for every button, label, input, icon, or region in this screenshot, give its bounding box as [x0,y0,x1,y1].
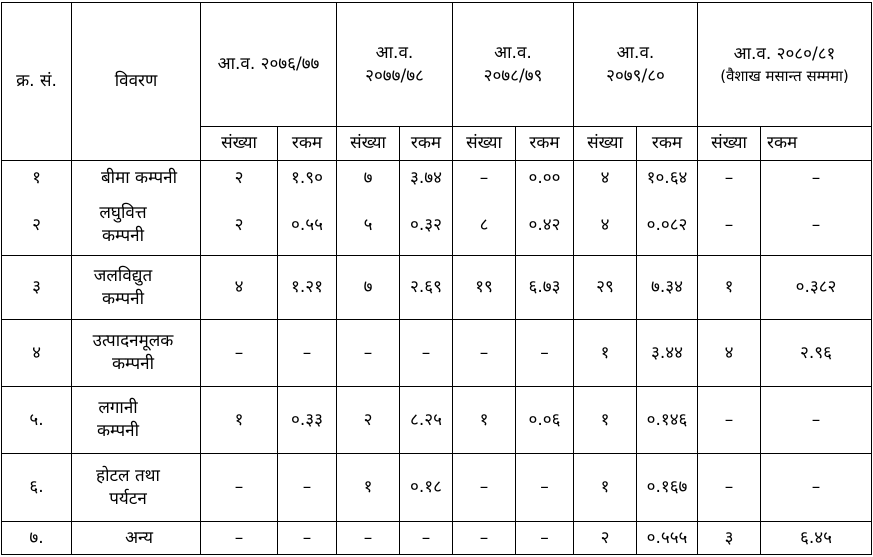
cell-count: ४ [574,161,637,196]
cell-amount: – [761,387,872,454]
cell-amount: ०.०६ [516,387,574,454]
cell-amount: ०.१६७ [637,454,698,522]
year-header-3-line2: २०७८/७९ [483,65,543,86]
cell-count: – [337,522,400,555]
cell-count: २९ [574,256,637,320]
row-description-text: होटल तथा पर्यटन [96,465,160,509]
cell-count: २ [574,522,637,555]
cell-count: २ [201,196,278,256]
row-description: बीमा कम्पनी [72,161,201,196]
row-description-text: लगानी कम्पनी [97,398,139,441]
cell-amount: ६.७३ [516,256,574,320]
sn-header: क्र. सं. [2,3,72,161]
row-sn: ३ [2,256,72,320]
row-description-text: जलविद्युत कम्पनी [93,265,153,309]
cell-amount: – [278,454,337,522]
count-header: संख्या [698,127,761,161]
cell-amount: ०.१८ [400,454,453,522]
count-header: संख्या [574,127,637,161]
cell-amount: – [400,320,453,387]
cell-count: – [698,387,761,454]
cell-count: ४ [698,320,761,387]
cell-count: – [453,522,516,555]
cell-amount: ०.५५ [278,196,337,256]
cell-count: ४ [574,196,637,256]
year-header-1 [201,3,337,127]
cell-amount: ०.१४६ [637,387,698,454]
cell-count: १९ [453,256,516,320]
cell-amount: १.२१ [278,256,337,320]
cell-count: ८ [453,196,516,256]
cell-count: – [453,161,516,196]
table-row [2,161,872,196]
cell-count: १ [698,256,761,320]
cell-count: – [698,196,761,256]
count-header: संख्या [337,127,400,161]
cell-count: १ [574,320,637,387]
cell-count: – [453,320,516,387]
year-header-3 [453,3,574,127]
cell-count: – [337,320,400,387]
cell-amount: २.६९ [400,256,453,320]
table-row [2,320,872,387]
description-header: विवरण [72,3,201,161]
row-description [72,256,201,320]
cell-amount: – [516,320,574,387]
cell-amount: – [400,522,453,555]
row-sn: ६. [2,454,72,522]
row-description [72,387,201,454]
amount-header: रकम [400,127,453,161]
cell-amount: – [516,454,574,522]
year-header-2 [337,3,453,127]
cell-amount: ०.५५५ [637,522,698,555]
cell-amount: २.९६ [761,320,872,387]
cell-count: २ [337,387,400,454]
year-header-4-line2: २०७९/८० [606,65,665,86]
cell-count: १ [574,454,637,522]
cell-amount: – [278,320,337,387]
row-sn: ७. [2,522,72,555]
row-description: अन्य [72,522,201,555]
cell-amount: ०.०८२ [637,196,698,256]
cell-amount: – [761,161,872,196]
table-row [2,454,872,522]
cell-amount: – [761,454,872,522]
year-header-2-line2: २०७७/७८ [365,65,424,86]
cell-count: १ [574,387,637,454]
cell-count: ७ [337,256,400,320]
cell-amount: – [278,522,337,555]
cell-amount: ०.३२ [400,196,453,256]
year-header-1-line1: आ.व. २०७६/७७ [217,54,320,75]
cell-count: – [698,454,761,522]
cell-count: ५ [337,196,400,256]
amount-header: रकम [761,127,872,161]
cell-amount: ०.३८२ [761,256,872,320]
year-header-3-line1: आ.व. [494,42,532,63]
cell-amount: – [516,522,574,555]
row-description [72,196,201,256]
amount-header: रकम [516,127,574,161]
count-header: संख्या [201,127,278,161]
row-sn: २ [2,196,72,256]
year-header-4 [574,3,698,127]
row-sn: ५. [2,387,72,454]
amount-header: रकम [637,127,698,161]
header-row-years [2,3,872,127]
cell-amount: ३.४४ [637,320,698,387]
row-description [72,454,201,522]
cell-count: – [453,454,516,522]
cell-amount: ०.३३ [278,387,337,454]
year-header-5-line1: आ.व. २०८०/८१ [733,43,836,64]
cell-amount: ३.७४ [400,161,453,196]
cell-count: १ [337,454,400,522]
row-description-text: उत्पादनमूलक कम्पनी [92,331,174,374]
cell-amount: १.९० [278,161,337,196]
cell-amount: ७.३४ [637,256,698,320]
cell-count: – [698,161,761,196]
row-sn: १ [2,161,72,196]
table-row [2,387,872,454]
table-row [2,196,872,256]
cell-amount: ०.०० [516,161,574,196]
row-description [72,320,201,387]
row-description-text: लघुवित्त कम्पनी [99,203,147,247]
count-header: संख्या [453,127,516,161]
cell-count: १ [453,387,516,454]
table-row [2,522,872,555]
cell-count: २ [201,161,278,196]
table-row [2,256,872,320]
year-header-2-line1: आ.व. [375,42,414,63]
cell-count: ७ [337,161,400,196]
cell-amount: ०.४२ [516,196,574,256]
cell-count: – [201,320,278,387]
amount-header: रकम [278,127,337,161]
year-header-5-line2: (वैशाख मसान्त सम्ममा) [720,66,849,85]
cell-count: १ [201,387,278,454]
cell-count: – [201,522,278,555]
year-header-4-line1: आ.व. [616,42,655,63]
cell-count: ३ [698,522,761,555]
investment-table [1,2,872,555]
cell-amount: ८.२५ [400,387,453,454]
cell-count: ४ [201,256,278,320]
cell-amount: १०.६४ [637,161,698,196]
cell-count: – [201,454,278,522]
row-sn: ४ [2,320,72,387]
cell-amount: – [761,196,872,256]
cell-amount: ६.४५ [761,522,872,555]
year-header-5 [698,3,872,127]
